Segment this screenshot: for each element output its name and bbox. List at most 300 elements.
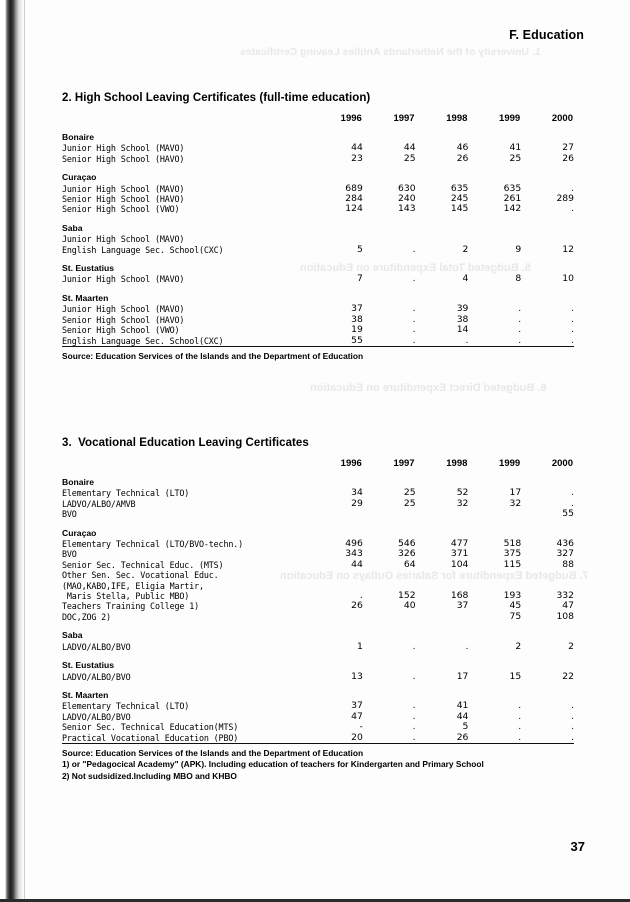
cell-value bbox=[416, 259, 469, 274]
island-name: Bonaire bbox=[62, 477, 94, 487]
column-header-year: 1997 bbox=[393, 458, 415, 469]
cell-value: 5 bbox=[462, 721, 469, 733]
cell-value: . bbox=[571, 303, 574, 315]
cell-value bbox=[468, 259, 521, 274]
table-row bbox=[62, 549, 574, 559]
table-row bbox=[62, 591, 574, 601]
table-row bbox=[62, 304, 574, 314]
row-label: Senior High School (VWO) bbox=[62, 325, 180, 336]
cell-value: 689 bbox=[345, 182, 363, 194]
cell-value bbox=[416, 219, 469, 234]
cell-value bbox=[363, 570, 416, 580]
cell-value: 45 bbox=[509, 600, 522, 612]
row-label: Senior Sec. Technical Educ. (MTS) bbox=[62, 559, 224, 570]
cell-value bbox=[521, 686, 574, 701]
table-row bbox=[62, 245, 574, 255]
cell-value bbox=[521, 219, 574, 234]
row-label: Teachers Training College 1) bbox=[62, 601, 199, 612]
cell-value: 47 bbox=[562, 600, 574, 612]
island-heading-row bbox=[62, 127, 574, 143]
cell-value bbox=[363, 219, 416, 234]
section-vocational-education-leaving-certificates bbox=[62, 437, 574, 782]
table-row bbox=[62, 722, 574, 732]
table-row bbox=[62, 642, 574, 652]
cell-value bbox=[310, 219, 363, 234]
table-row bbox=[62, 712, 574, 722]
cell-value bbox=[310, 581, 363, 591]
cell-value: 630 bbox=[398, 182, 416, 194]
cell-value: 245 bbox=[450, 193, 469, 205]
table-row bbox=[62, 194, 574, 204]
table-row bbox=[62, 315, 574, 325]
cell-value bbox=[310, 612, 363, 622]
row-label: BVO bbox=[62, 549, 77, 560]
source-note: Source: Education Services of the Islands and the Department of Education bbox=[62, 747, 364, 758]
cell-value: 26 bbox=[456, 731, 469, 743]
cell-value: 55 bbox=[351, 334, 363, 346]
header-blank bbox=[62, 455, 310, 472]
cell-value: . bbox=[571, 731, 574, 743]
cell-value: . bbox=[571, 203, 574, 215]
cell-value: 37 bbox=[351, 700, 363, 712]
cell-value: 25 bbox=[403, 497, 416, 509]
high-school-table-body bbox=[62, 127, 574, 346]
cell-value: 1 bbox=[356, 640, 363, 652]
cell-value: 25 bbox=[403, 487, 416, 499]
cell-value bbox=[310, 234, 363, 244]
cell-value: 4 bbox=[462, 273, 469, 285]
cell-value: 2 bbox=[568, 640, 574, 652]
cell-value bbox=[416, 612, 469, 622]
cell-value: 25 bbox=[509, 152, 522, 164]
vocational-table bbox=[62, 455, 574, 744]
cell-value bbox=[363, 509, 416, 519]
cell-value bbox=[416, 289, 469, 304]
cell-value: 13 bbox=[351, 670, 363, 682]
cell-value: 477 bbox=[450, 538, 469, 550]
cell-value bbox=[521, 656, 574, 671]
island-name: St. Eustatius bbox=[62, 263, 115, 274]
cell-value bbox=[310, 626, 363, 641]
row-label: LADVO/ALBO/BVO bbox=[62, 671, 131, 682]
row-label: Elementary Technical (LTO/BVO-techn.) bbox=[62, 539, 244, 550]
cell-value: 20 bbox=[351, 731, 363, 743]
cell-value bbox=[310, 656, 363, 671]
cell-value bbox=[310, 168, 363, 183]
cell-value: 41 bbox=[456, 700, 469, 712]
cell-value: 332 bbox=[556, 590, 574, 602]
cell-value: - bbox=[359, 721, 363, 733]
cell-value: 26 bbox=[456, 152, 469, 164]
row-label: Senior Sec. Technical Education(MTS) bbox=[62, 722, 239, 733]
cell-value: 327 bbox=[556, 548, 574, 560]
cell-value bbox=[416, 168, 469, 183]
cell-value bbox=[416, 234, 469, 244]
row-label: Junior High School (MAVO) bbox=[62, 143, 185, 154]
section-title: 3. Vocational Education Leaving Certificates bbox=[62, 437, 309, 449]
high-school-table bbox=[62, 110, 574, 347]
cell-value bbox=[521, 289, 574, 304]
cell-value: 32 bbox=[456, 497, 469, 509]
cell-value: 143 bbox=[398, 203, 416, 215]
row-label: Maris Stella, Public MBO) bbox=[62, 591, 190, 602]
island-heading-row bbox=[62, 472, 574, 488]
cell-value bbox=[521, 259, 574, 274]
cell-value: 145 bbox=[450, 203, 469, 215]
cell-value: 2 bbox=[515, 640, 522, 652]
cell-value: 371 bbox=[450, 548, 469, 560]
row-label: English Language Sec. School(CXC) bbox=[62, 335, 224, 346]
page-binding-shadow bbox=[0, 0, 24, 902]
cell-value bbox=[416, 686, 469, 701]
table-row bbox=[62, 570, 574, 580]
row-label: Senior High School (HAVO) bbox=[62, 153, 185, 164]
cell-value: 142 bbox=[503, 203, 522, 215]
cell-value bbox=[468, 289, 521, 304]
cell-value: . bbox=[412, 710, 416, 722]
cell-value bbox=[363, 686, 416, 701]
cell-value bbox=[310, 524, 363, 539]
cell-value: . bbox=[571, 182, 574, 194]
column-header-year: 1998 bbox=[446, 458, 468, 469]
cell-value: 496 bbox=[345, 538, 363, 550]
cell-value: 8 bbox=[515, 273, 522, 285]
table-row bbox=[62, 733, 574, 744]
page-edge-rule bbox=[24, 0, 25, 902]
cell-value: . bbox=[571, 700, 574, 712]
island-heading-row bbox=[62, 626, 574, 641]
cell-value bbox=[521, 524, 574, 539]
island-name: St. Maarten bbox=[62, 689, 109, 700]
table-row bbox=[62, 539, 574, 549]
cell-value: 40 bbox=[403, 600, 416, 612]
source-note: Source: Education Services of the Islands and the Department of Education bbox=[62, 350, 364, 361]
island-name: St. Eustatius bbox=[62, 660, 115, 671]
row-label: Junior High School (MAVO) bbox=[62, 304, 185, 315]
cell-value: . bbox=[571, 497, 574, 509]
cell-value: 38 bbox=[456, 313, 469, 325]
row-label: Senior High School (VWO) bbox=[62, 204, 180, 215]
cell-value: . bbox=[518, 731, 522, 743]
cell-value: 436 bbox=[556, 538, 574, 550]
cell-value bbox=[363, 168, 416, 183]
cell-value: 25 bbox=[403, 152, 416, 164]
cell-value bbox=[416, 570, 469, 580]
rule-cell bbox=[62, 743, 574, 744]
cell-value bbox=[310, 289, 363, 304]
column-header-year: 2000 bbox=[551, 458, 573, 469]
cell-value: 284 bbox=[345, 193, 363, 205]
cell-value: . bbox=[571, 710, 574, 722]
table-row bbox=[62, 325, 574, 335]
cell-value: 193 bbox=[503, 590, 522, 602]
cell-value bbox=[468, 686, 521, 701]
footnote-1: 1) or "Pedagocical Academy" (APK). Including education of teachers for Kindergarten and Primary School bbox=[62, 759, 484, 770]
cell-value: 44 bbox=[351, 142, 363, 154]
cell-value bbox=[363, 612, 416, 622]
cell-value bbox=[363, 259, 416, 274]
cell-value: 124 bbox=[345, 203, 363, 215]
cell-value bbox=[416, 127, 469, 143]
table-row bbox=[62, 204, 574, 214]
cell-value: 52 bbox=[456, 487, 469, 499]
cell-value: 27 bbox=[562, 142, 574, 154]
cell-value: . bbox=[571, 313, 574, 325]
table-header-row bbox=[62, 455, 574, 472]
column-header-year: 1996 bbox=[340, 458, 362, 469]
island-name: Saba bbox=[62, 222, 83, 233]
cell-value: . bbox=[412, 640, 416, 652]
cell-value: 2 bbox=[462, 243, 469, 255]
cell-value bbox=[363, 289, 416, 304]
cell-value bbox=[416, 524, 469, 539]
row-label: Junior High School (MAVO) bbox=[62, 274, 185, 285]
cell-value bbox=[468, 570, 521, 580]
cell-value: 635 bbox=[503, 182, 522, 194]
row-label: Senior High School (HAVO) bbox=[62, 194, 185, 205]
cell-value bbox=[521, 127, 574, 143]
table-row bbox=[62, 560, 574, 570]
cell-value: 19 bbox=[351, 324, 363, 336]
island-heading-row bbox=[62, 524, 574, 539]
cell-value: 546 bbox=[398, 538, 416, 550]
cell-value: 152 bbox=[398, 590, 416, 602]
cell-value bbox=[363, 626, 416, 641]
cell-value bbox=[363, 127, 416, 143]
table-row bbox=[62, 612, 574, 622]
header-blank bbox=[62, 110, 310, 127]
island-name: Curaçao bbox=[62, 527, 97, 538]
ghost-text: 6. Budgeted Direct Expenditure on Education bbox=[310, 382, 547, 394]
cell-value: 41 bbox=[509, 142, 522, 154]
cell-value: 44 bbox=[456, 710, 469, 722]
cell-value: 5 bbox=[356, 243, 363, 255]
cell-value: 108 bbox=[556, 610, 574, 622]
cell-value bbox=[310, 686, 363, 701]
cell-value: 26 bbox=[351, 600, 363, 612]
cell-value: . bbox=[412, 721, 416, 733]
cell-value bbox=[363, 472, 416, 488]
vocational-table-body bbox=[62, 472, 574, 743]
cell-value: 289 bbox=[556, 193, 574, 205]
cell-value bbox=[521, 472, 574, 488]
cell-value: . bbox=[571, 324, 574, 336]
table-row bbox=[62, 581, 574, 591]
running-head: F. Education bbox=[509, 28, 584, 42]
cell-value bbox=[416, 509, 469, 519]
cell-value: 343 bbox=[345, 548, 363, 560]
cell-value: 23 bbox=[351, 152, 363, 164]
cell-value: . bbox=[571, 721, 574, 733]
table-row bbox=[62, 143, 574, 153]
cell-value: . bbox=[412, 731, 416, 743]
island-heading-row bbox=[62, 686, 574, 701]
row-label: Junior High School (MAVO) bbox=[62, 234, 185, 245]
cell-value: 7 bbox=[356, 273, 363, 285]
cell-value: 326 bbox=[398, 548, 416, 560]
island-heading-row bbox=[62, 259, 574, 274]
column-header-year: 1998 bbox=[446, 113, 468, 124]
cell-value bbox=[468, 127, 521, 143]
cell-value: . bbox=[359, 590, 363, 602]
cell-value: 32 bbox=[509, 497, 522, 509]
column-header-year: 2000 bbox=[551, 113, 573, 124]
cell-value: 55 bbox=[562, 508, 574, 520]
cell-value bbox=[468, 509, 521, 519]
cell-value: 44 bbox=[351, 558, 363, 570]
table-row bbox=[62, 234, 574, 244]
cell-value: . bbox=[412, 324, 416, 336]
cell-value: 168 bbox=[450, 590, 469, 602]
island-heading-row bbox=[62, 168, 574, 183]
cell-value: 88 bbox=[562, 558, 574, 570]
cell-value: 47 bbox=[351, 710, 363, 722]
cell-value: 46 bbox=[456, 142, 469, 154]
row-label: DOC,ZOG 2) bbox=[62, 611, 111, 622]
table-bottom-rule bbox=[62, 346, 574, 347]
table-row bbox=[62, 701, 574, 711]
cell-value: . bbox=[571, 334, 574, 346]
table-row bbox=[62, 154, 574, 164]
cell-value: 518 bbox=[503, 538, 522, 550]
table-row bbox=[62, 274, 574, 284]
column-header-year: 1999 bbox=[499, 113, 521, 124]
cell-value bbox=[468, 524, 521, 539]
cell-value: 10 bbox=[562, 273, 574, 285]
table-row bbox=[62, 184, 574, 194]
cell-value: 17 bbox=[456, 670, 469, 682]
cell-value bbox=[363, 234, 416, 244]
row-label: LADVO/ALBO/AMVB bbox=[62, 498, 136, 509]
cell-value: 115 bbox=[503, 558, 522, 570]
cell-value bbox=[468, 472, 521, 488]
cell-value bbox=[310, 259, 363, 274]
cell-value: 635 bbox=[450, 182, 469, 194]
cell-value: . bbox=[465, 640, 469, 652]
cell-value: . bbox=[412, 243, 416, 255]
cell-value: 37 bbox=[351, 303, 363, 315]
row-label: English Language Sec. School(CXC) bbox=[62, 244, 224, 255]
table-bottom-rule bbox=[62, 743, 574, 744]
column-header-year: 1997 bbox=[393, 113, 415, 124]
island-name: St. Maarten bbox=[62, 292, 109, 303]
cell-value: 15 bbox=[509, 670, 522, 682]
row-label: LADVO/ALBO/BVO bbox=[62, 711, 131, 722]
row-label: BVO bbox=[62, 509, 77, 520]
island-name: Curaçao bbox=[62, 172, 97, 183]
cell-value bbox=[468, 626, 521, 641]
cell-value: 44 bbox=[403, 142, 416, 154]
cell-value bbox=[468, 656, 521, 671]
cell-value: 39 bbox=[456, 303, 469, 315]
cell-value: 261 bbox=[503, 193, 522, 205]
cell-value: . bbox=[412, 700, 416, 712]
cell-value: 9 bbox=[515, 243, 522, 255]
cell-value: 29 bbox=[351, 497, 363, 509]
cell-value: 17 bbox=[509, 487, 522, 499]
table-row bbox=[62, 509, 574, 519]
cell-value: . bbox=[518, 334, 522, 346]
page-number: 37 bbox=[570, 839, 585, 854]
cell-value bbox=[521, 626, 574, 641]
row-label: Elementary Technical (LTO) bbox=[62, 701, 190, 712]
island-name: Bonaire bbox=[62, 132, 94, 142]
cell-value: 240 bbox=[398, 193, 416, 205]
cell-value bbox=[416, 656, 469, 671]
cell-value: 34 bbox=[351, 487, 363, 499]
cell-value: . bbox=[518, 324, 522, 336]
cell-value bbox=[521, 168, 574, 183]
ghost-text: 7. Budgeted Expenditure for Salaries Outlays on Education bbox=[280, 570, 589, 582]
cell-value: . bbox=[412, 313, 416, 325]
table-row bbox=[62, 336, 574, 347]
section-high-school-leaving-certificates bbox=[62, 92, 574, 362]
cell-value: 37 bbox=[456, 600, 469, 612]
island-heading-row bbox=[62, 289, 574, 304]
table-row bbox=[62, 672, 574, 682]
column-header-year: 1996 bbox=[340, 113, 362, 124]
cell-value: 12 bbox=[562, 243, 574, 255]
column-header-year: 1999 bbox=[499, 458, 521, 469]
cell-value bbox=[416, 626, 469, 641]
cell-value: . bbox=[518, 303, 522, 315]
cell-value: . bbox=[412, 334, 416, 346]
cell-value bbox=[310, 472, 363, 488]
cell-value: . bbox=[518, 700, 522, 712]
table-row bbox=[62, 601, 574, 611]
cell-value: . bbox=[412, 303, 416, 315]
cell-value: 14 bbox=[456, 324, 469, 336]
row-label: Other Sen. Sec. Vocational Educ. bbox=[62, 570, 219, 581]
table-row bbox=[62, 499, 574, 509]
island-heading-row bbox=[62, 219, 574, 234]
row-label: (MAO,KABO,IFE, Eligia Martir, bbox=[62, 580, 204, 591]
section-title: 2. High School Leaving Certificates (full-time education) bbox=[62, 92, 371, 104]
cell-value: 64 bbox=[403, 558, 416, 570]
cell-value: 26 bbox=[562, 152, 574, 164]
cell-value: 38 bbox=[351, 313, 363, 325]
cell-value bbox=[310, 509, 363, 519]
footnote-2: 2) Not sudsidized.Including MBO and KHBO bbox=[62, 770, 237, 781]
cell-value bbox=[310, 127, 363, 143]
table-header-row bbox=[62, 110, 574, 127]
ghost-text: 1. University of the Netherlands Antilles Leaving Certificates bbox=[240, 46, 541, 58]
cell-value bbox=[468, 234, 521, 244]
table-row bbox=[62, 488, 574, 498]
cell-value: 75 bbox=[509, 610, 522, 622]
row-label: Junior High School (MAVO) bbox=[62, 183, 185, 194]
rule-cell bbox=[62, 346, 574, 347]
cell-value bbox=[310, 570, 363, 580]
cell-value: 375 bbox=[503, 548, 522, 560]
cell-value bbox=[468, 168, 521, 183]
island-heading-row bbox=[62, 656, 574, 671]
cell-value: . bbox=[412, 670, 416, 682]
island-name: Saba bbox=[62, 630, 83, 641]
row-label: LADVO/ALBO/BVO bbox=[62, 641, 131, 652]
ghost-text: 5. Budgeted Total Expenditure on Education bbox=[300, 262, 531, 274]
cell-value: 104 bbox=[450, 558, 469, 570]
row-label: Practical Vocational Education (PBO) bbox=[62, 732, 239, 743]
cell-value bbox=[521, 570, 574, 580]
cell-value: 22 bbox=[562, 670, 574, 682]
cell-value: . bbox=[465, 334, 469, 346]
cell-value bbox=[416, 472, 469, 488]
cell-value: . bbox=[518, 721, 522, 733]
cell-value: . bbox=[412, 273, 416, 285]
row-label: Senior High School (HAVO) bbox=[62, 314, 185, 325]
cell-value bbox=[468, 219, 521, 234]
